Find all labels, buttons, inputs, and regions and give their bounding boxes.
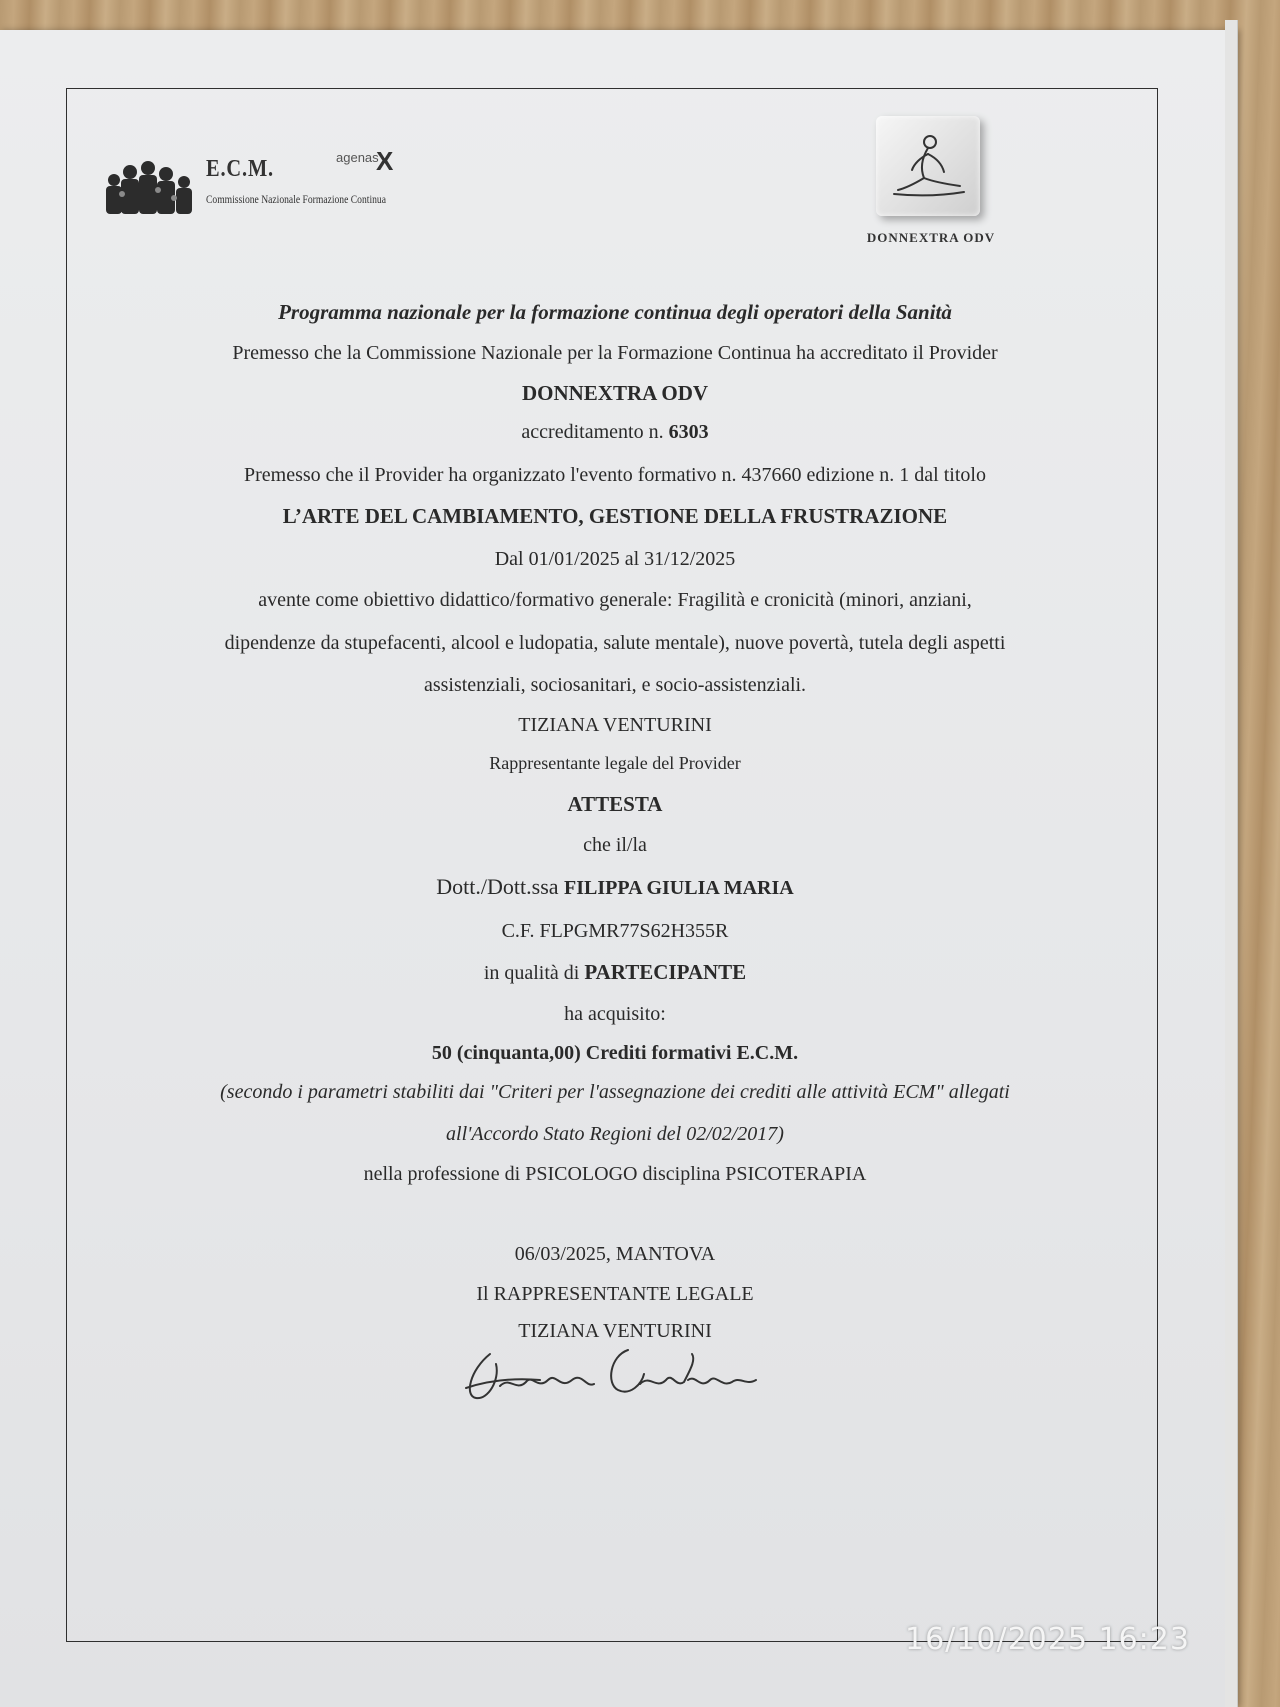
qualita-value: PARTECIPANTE — [584, 960, 747, 984]
credits: 50 (cinquanta,00) Crediti formativi E.C.M. — [431, 1042, 799, 1064]
paper-edge — [1225, 20, 1238, 1707]
qualita-line — [100, 960, 1130, 985]
attesta-heading: ATTESTA — [567, 792, 663, 816]
legal-rep-name: TIZIANA VENTURINI — [518, 714, 712, 736]
agenas-logo-text: agenas — [336, 150, 379, 165]
accreditation-label: accreditamento n. — [521, 421, 664, 443]
acquisito: ha acquisito: — [564, 1003, 666, 1025]
qualita-label: in qualità di — [483, 962, 580, 984]
codice-fiscale: C.F. FLPGMR77S62H355R — [501, 920, 729, 942]
dott-prefix: Dott./Dott.ssa — [436, 874, 559, 899]
ecm-people-icon — [100, 154, 196, 216]
accreditation-number: 6303 — [668, 421, 709, 443]
seated-figure-icon — [884, 124, 972, 208]
accreditation-line — [100, 421, 1130, 444]
photo-timestamp: 16/10/2025 16:23 — [905, 1622, 1190, 1657]
participant-name: FILIPPA GIULIA MARIA — [564, 877, 794, 899]
donnextra-logo — [876, 116, 980, 216]
program-heading: Programma nazionale per la formazione continua degli operatori della Sanità — [278, 300, 952, 324]
event-dates: Dal 01/01/2025 al 31/12/2025 — [494, 548, 736, 570]
ecm-title: E.C.M. — [206, 156, 274, 182]
event-title: L’ARTE DEL CAMBIAMENTO, GESTIONE DELLA FRUSTRAZIONE — [282, 504, 948, 528]
ecm-subtitle: Commissione Nazionale Formazione Continua — [206, 192, 386, 206]
criteria-line-2: all'Accordo Stato Regioni del 02/02/2017) — [446, 1123, 784, 1145]
agenas-mark: X — [376, 146, 394, 176]
criteria-line-1: (secondo i parametri stabiliti dai "Criteri per l'assegnazione dei crediti alle attività ECM" allegati — [220, 1081, 1010, 1103]
ecm-logo — [100, 146, 400, 225]
provider-name: DONNEXTRA ODV — [521, 381, 709, 405]
footer-name: TIZIANA VENTURINI — [518, 1320, 712, 1342]
objective-line-3: assistenziali, sociosanitari, e socio-assistenziali. — [423, 674, 807, 696]
premise-event: Premesso che il Provider ha organizzato l'evento formativo n. 437660 edizione n. 1 dal titolo — [244, 464, 986, 486]
signature — [460, 1340, 770, 1420]
objective-line-1: avente come obiettivo didattico/formativo generale: Fragilità e cronicità (minori, anziani, — [258, 589, 972, 611]
legal-rep-role: Rappresentante legale del Provider — [489, 753, 741, 773]
premise-accreditation: Premesso che la Commissione Nazionale per la Formazione Continua ha accreditato il Provider — [232, 342, 998, 364]
profession: nella professione di PSICOLOGO disciplina PSICOTERAPIA — [363, 1163, 867, 1185]
footer-role: Il RAPPRESENTANTE LEGALE — [476, 1283, 754, 1305]
objective-line-2: dipendenze da stupefacenti, alcool e ludopatia, salute mentale), nuove povertà, tutela degli aspetti — [224, 632, 1006, 654]
participant-line — [100, 874, 1130, 900]
footer-date-place: 06/03/2025, MANTOVA — [514, 1243, 716, 1265]
provider-logo-caption: DONNEXTRA ODV — [866, 230, 996, 245]
che-il-la: che il/la — [583, 834, 647, 856]
